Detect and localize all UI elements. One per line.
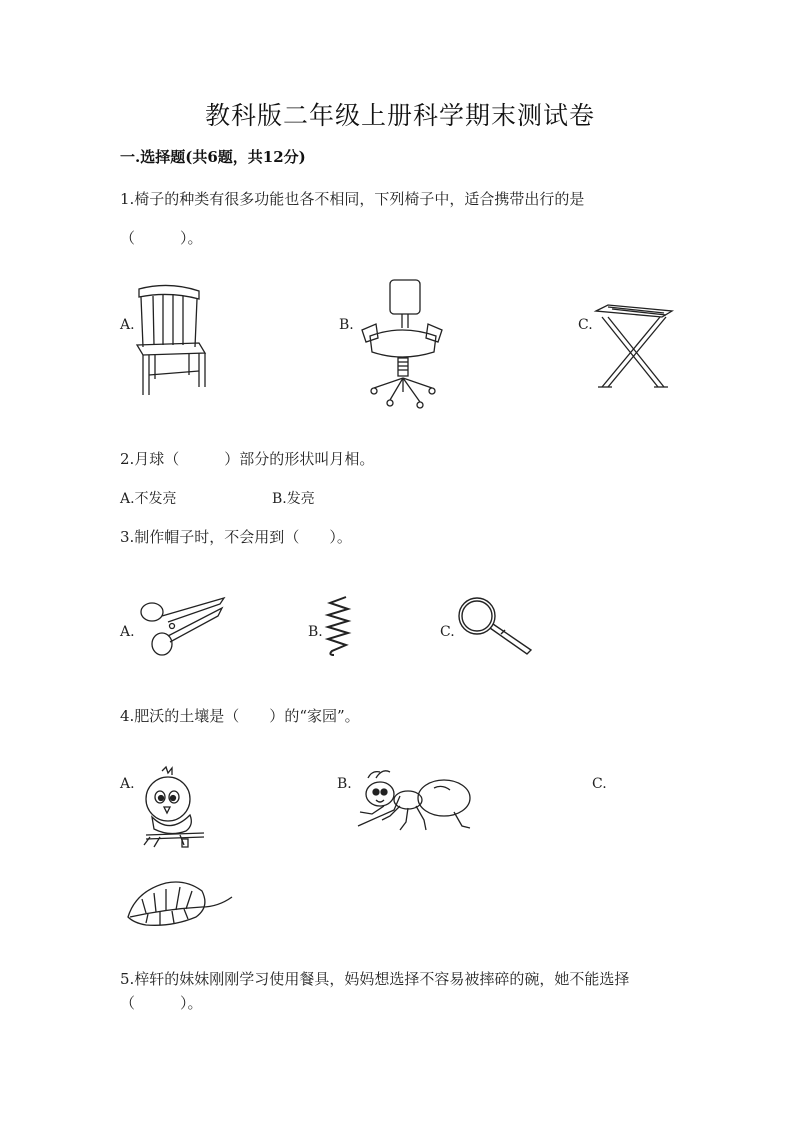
question-5-blank: （ ）。 — [120, 994, 203, 1012]
spring-icon[interactable] — [320, 595, 354, 657]
question-1-text: 1.椅子的种类有很多功能也各不相同，下列椅子中，适合携带出行的是 — [120, 190, 585, 208]
q2-option-b[interactable]: B.发亮 — [272, 491, 315, 507]
q1-option-c-label[interactable]: C. — [578, 317, 593, 333]
q4-option-b-label[interactable]: B. — [337, 776, 352, 792]
chick-on-branch-icon[interactable] — [140, 765, 206, 855]
q1-option-a-label[interactable]: A. — [120, 317, 135, 333]
folding-stool-icon[interactable] — [594, 303, 674, 391]
q4-option-a-label[interactable]: A. — [120, 776, 135, 792]
q2-option-a[interactable]: A.不发亮 — [120, 491, 177, 507]
scissors-icon[interactable] — [138, 594, 226, 660]
office-swivel-chair-icon[interactable] — [360, 278, 444, 413]
question-5-text: 5.梓轩的妹妹刚刚学习使用餐具，妈妈想选择不容易被摔碎的碗，她不能选择 — [120, 970, 630, 988]
wooden-chair-icon[interactable] — [133, 283, 208, 399]
section-heading: 一.选择题(共6题，共12分) — [120, 148, 306, 166]
leaf-icon[interactable] — [126, 877, 234, 933]
question-3-text: 3.制作帽子时，不会用到（ ）。 — [120, 528, 352, 546]
q4-option-c-label[interactable]: C. — [592, 776, 607, 792]
question-2-text: 2.月球（ ）部分的形状叫月相。 — [120, 450, 375, 468]
ant-icon[interactable] — [354, 768, 474, 838]
q1-option-b-label[interactable]: B. — [339, 317, 354, 333]
page-title: 教科版二年级上册科学期末测试卷 — [204, 101, 595, 130]
q3-option-a-label[interactable]: A. — [120, 624, 135, 640]
q3-option-c-label[interactable]: C. — [440, 624, 455, 640]
magnifying-glass-icon[interactable] — [457, 596, 533, 660]
question-1-blank: （ ）。 — [120, 229, 203, 247]
question-4-text: 4.肥沃的土壤是（ ）的“家园”。 — [120, 707, 360, 725]
q3-option-b-label[interactable]: B. — [308, 624, 323, 640]
